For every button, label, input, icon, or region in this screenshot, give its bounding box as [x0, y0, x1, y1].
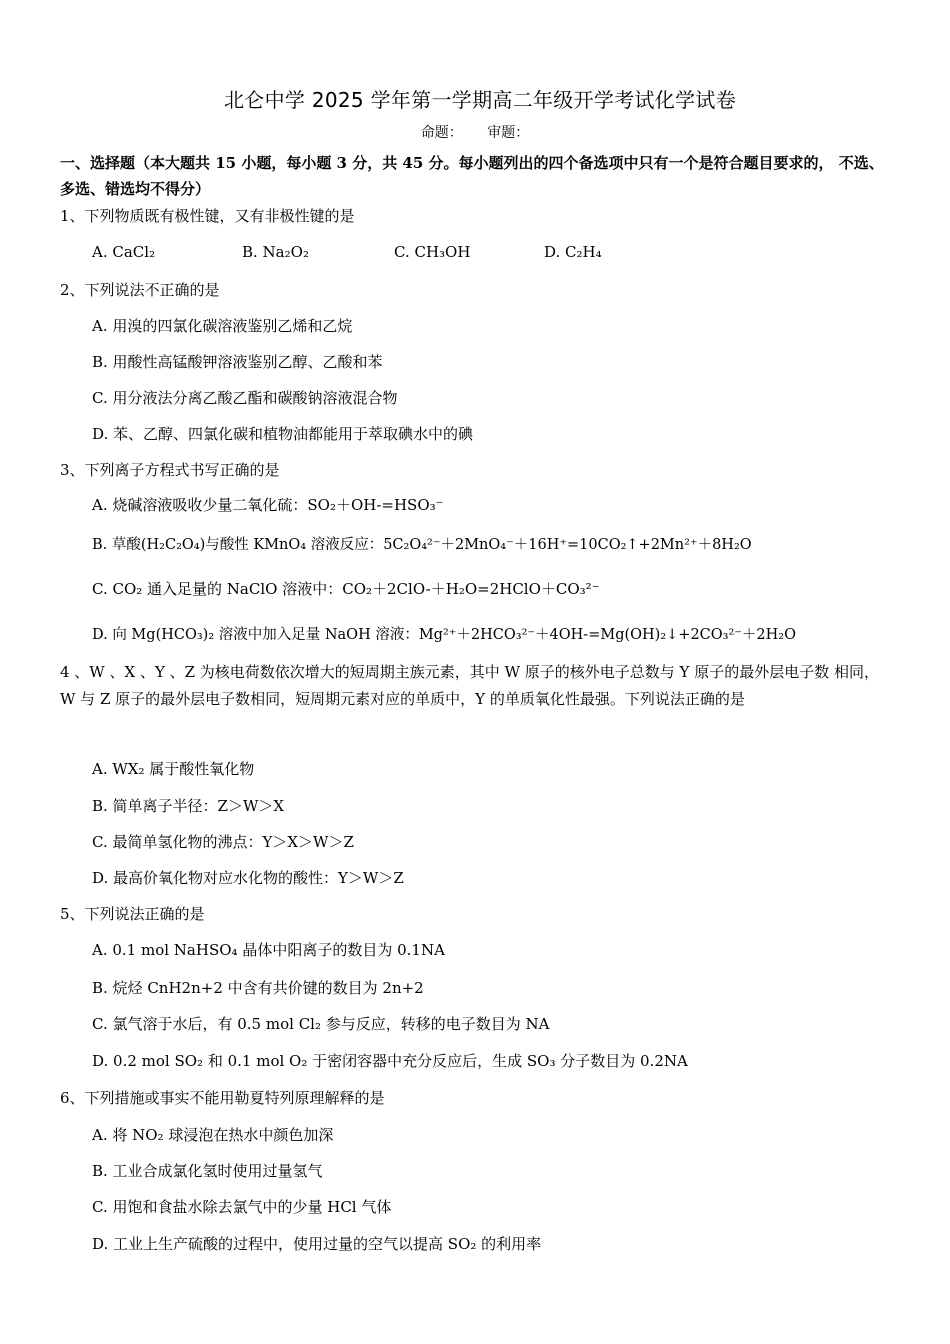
question-1-option-b: B. Na₂O₂	[242, 243, 309, 261]
question-1-stem: 1、下列物质既有极性键，又有非极性键的是	[60, 207, 355, 225]
question-1-option-c: C. CH₃OH	[394, 243, 471, 261]
exam-title: 北仑中学 2025 学年第一学期高二年级开学考试化学试卷	[223, 88, 736, 112]
question-5-option-b: B. 烷烃 CnH2n+2 中含有共价键的数目为 2n+2	[92, 979, 424, 997]
question-2-option-c: C. 用分液法分离乙酸乙酯和碳酸钠溶液混合物	[92, 389, 398, 407]
question-2-option-d: D. 苯、乙醇、四氯化碳和植物油都能用于萃取碘水中的碘	[92, 425, 474, 443]
question-1-options	[92, 243, 602, 261]
question-6-option-a: A. 将 NO₂ 球浸泡在热水中颜色加深	[92, 1126, 334, 1144]
question-4-option-d: D. 最高价氧化物对应水化物的酸性：Y＞W＞Z	[92, 869, 404, 887]
question-6-option-b: B. 工业合成氯化氢时使用过量氢气	[92, 1162, 323, 1180]
question-4-option-a: A. WX₂ 属于酸性氧化物	[92, 760, 255, 778]
question-2-option-b: B. 用酸性高锰酸钾溶液鉴别乙醇、乙酸和苯	[92, 353, 383, 371]
question-3-option-a: A. 烧碱溶液吸收少量二氧化硫：SO₂＋OH-=HSO₃⁻	[92, 496, 444, 514]
section-heading: 一、选择题（本大题共 15 小题，每小题 3 分，共 45 分。每小题列出的四个备选项中只有一个是符合题目要求的， 不选、多选、错选均不得分）	[60, 154, 884, 198]
question-1-option-a: A. CaCl₂	[92, 243, 156, 261]
question-5-stem: 5、下列说法正确的是	[60, 905, 205, 923]
question-4-stem: 4 、W 、X 、Y 、Z 为核电荷数依次增大的短周期主族元素，其中 W 原子的核外电子总数与 Y 原子的最外层电子数 相同，W 与 Z 原子的最外层电子数相同，短周期元素对应的单质中，Y 的单质氧化性最强。下列说法正确的是	[60, 663, 879, 708]
question-6-option-d: D. 工业上生产硫酸的过程中，使用过量的空气以提高 SO₂ 的利用率	[92, 1235, 542, 1253]
question-2-option-a: A. 用溴的四氯化碳溶液鉴别乙烯和乙烷	[92, 317, 353, 335]
question-6-stem: 6、下列措施或事实不能用勒夏特列原理解释的是	[60, 1089, 385, 1107]
question-3-option-d: D. 向 Mg(HCO₃)₂ 溶液中加入足量 NaOH 溶液：Mg²⁺＋2HCO₃²⁻＋4OH-=Mg(OH)₂↓+2CO₃²⁻＋2H₂O	[92, 627, 796, 643]
author-label: 命题：	[420, 125, 463, 141]
question-3-option-c: C. CO₂ 通入足量的 NaClO 溶液中：CO₂＋2ClO-＋H₂O=2HClO＋CO₃²⁻	[92, 580, 600, 598]
question-3-option-b: B. 草酸(H₂C₂O₄)与酸性 KMnO₄ 溶液反应：5C₂O₄²⁻＋2MnO₄⁻＋16H⁺=10CO₂↑+2Mn²⁺＋8H₂O	[92, 537, 752, 553]
question-4-option-b: B. 简单离子半径：Z＞W＞X	[92, 797, 285, 815]
question-2-stem: 2、下列说法不正确的是	[60, 281, 220, 299]
question-6-option-c: C. 用饱和食盐水除去氯气中的少量 HCl 气体	[92, 1198, 392, 1216]
exam-meta	[0, 122, 950, 142]
question-4-option-c: C. 最简单氢化物的沸点：Y＞X＞W＞Z	[92, 833, 354, 851]
question-1-option-d: D. C₂H₄	[544, 243, 602, 261]
question-5-option-c: C. 氯气溶于水后，有 0.5 mol Cl₂ 参与反应，转移的电子数目为 NA	[92, 1015, 550, 1033]
reviewer-label: 审题：	[487, 125, 530, 141]
question-3-stem: 3、下列离子方程式书写正确的是	[60, 461, 280, 479]
question-5-option-a: A. 0.1 mol NaHSO₄ 晶体中阳离子的数目为 0.1NA	[92, 941, 445, 959]
question-5-option-d: D. 0.2 mol SO₂ 和 0.1 mol O₂ 于密闭容器中充分反应后，生成 SO₃ 分子数目为 0.2NA	[92, 1052, 688, 1070]
